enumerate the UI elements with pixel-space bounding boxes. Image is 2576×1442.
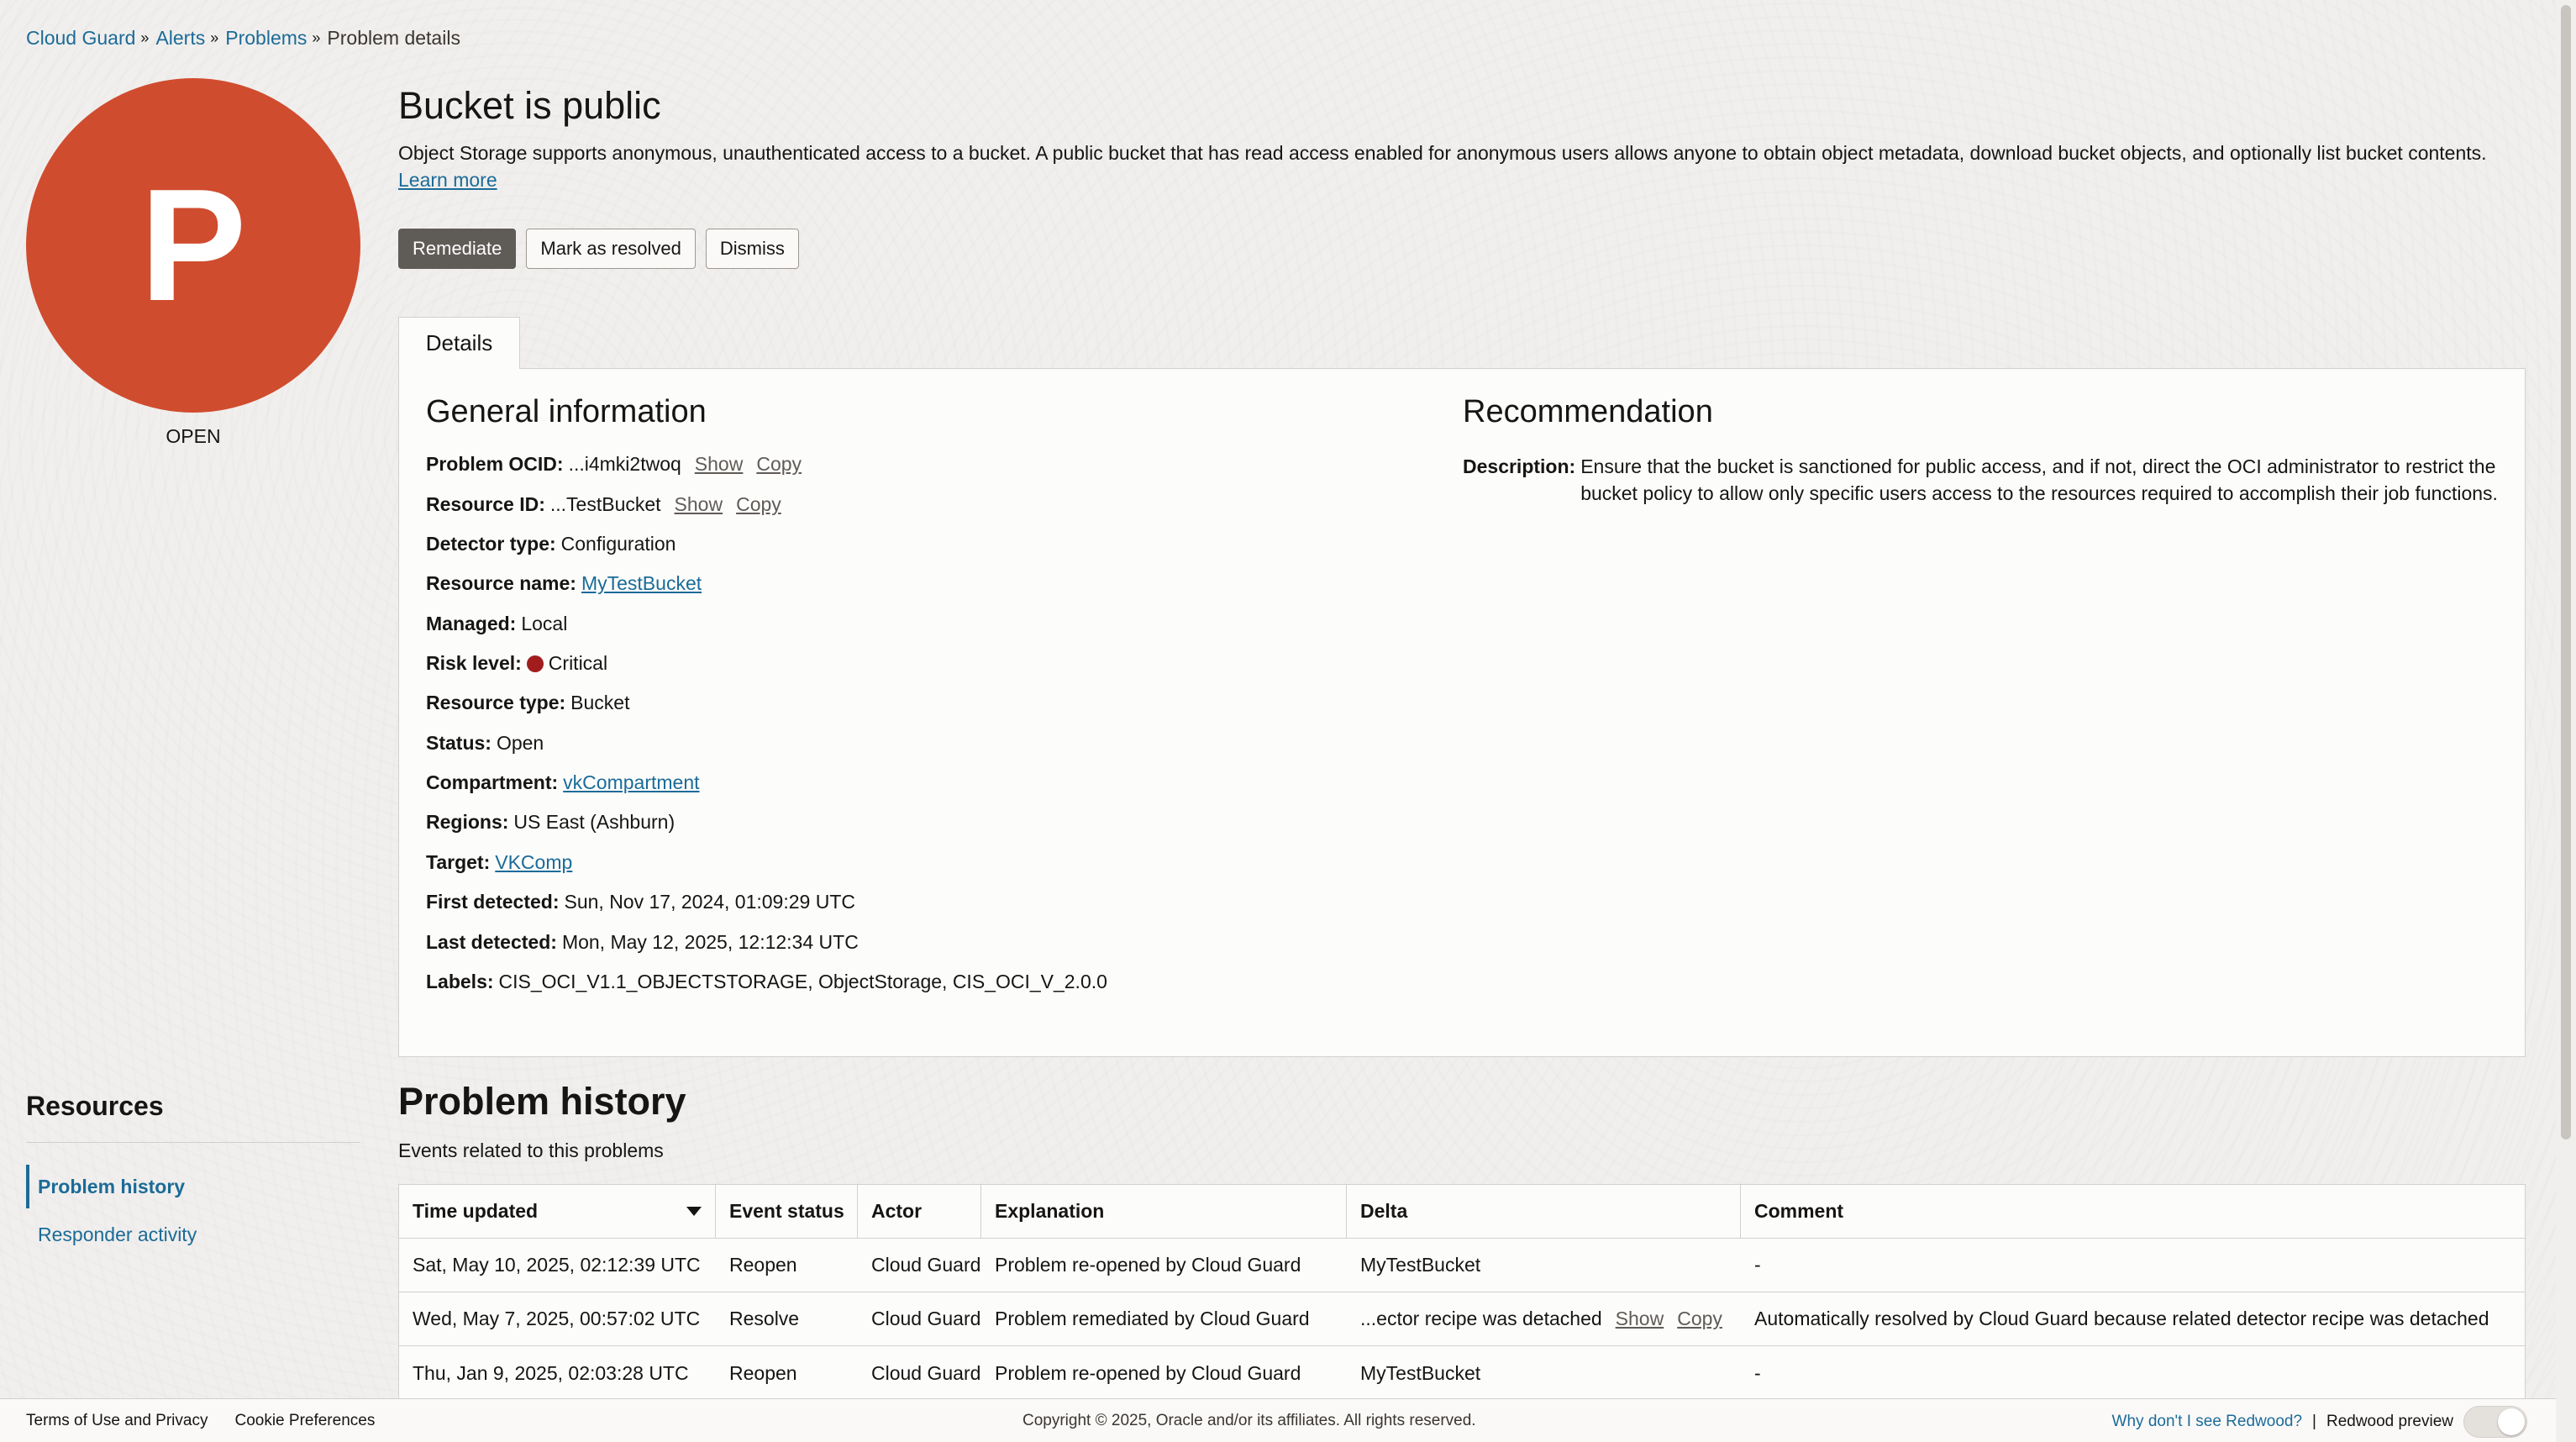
copy-ocid-button[interactable]: Copy [756, 453, 802, 475]
cell-delta [1347, 1292, 1741, 1345]
cell-explanation: Problem remediated by Cloud Guard [995, 1308, 1310, 1329]
cell-time: Sat, May 10, 2025, 02:12:39 UTC [413, 1254, 701, 1276]
breadcrumb-current: Problem details [327, 27, 460, 49]
risk-critical-icon [527, 655, 544, 672]
field-label: Resource ID: [426, 493, 545, 515]
column-header-comment: Comment [1754, 1200, 1844, 1222]
page-scrollbar[interactable] [2556, 0, 2576, 1442]
field-value: US East (Ashburn) [513, 811, 676, 833]
show-ocid-button[interactable]: Show [694, 453, 744, 475]
page-footer [0, 1398, 2556, 1442]
footer-divider: | [2312, 1413, 2316, 1430]
dismiss-button[interactable]: Dismiss [706, 229, 799, 269]
resources-title: Resources [26, 1091, 164, 1121]
cell-explanation: Problem re-opened by Cloud Guard [995, 1254, 1301, 1276]
mark-as-resolved-button[interactable]: Mark as resolved [526, 229, 696, 269]
redwood-controls [2112, 1406, 2527, 1438]
compartment-link[interactable]: vkCompartment [563, 771, 700, 793]
cell-time: Wed, May 7, 2025, 00:57:02 UTC [413, 1308, 701, 1329]
field-value: Bucket [570, 692, 630, 713]
field-label: Resource type: [426, 692, 566, 713]
breadcrumb-alerts[interactable]: Alerts [155, 27, 206, 49]
show-delta-button[interactable]: Show [1615, 1308, 1664, 1329]
field-status [426, 732, 544, 755]
column-header-time-updated[interactable] [399, 1185, 716, 1238]
copy-resource-id-button[interactable]: Copy [736, 493, 781, 515]
field-value: ...TestBucket [549, 493, 661, 515]
field-value: ...i4mki2twoq [568, 453, 681, 475]
field-label: Compartment: [426, 771, 559, 793]
action-toolbar [398, 229, 799, 269]
cell-actor: Cloud Guard [871, 1308, 981, 1329]
resources-divider [26, 1142, 360, 1143]
details-panel [398, 368, 2526, 1057]
page-title: Bucket is public [398, 84, 661, 127]
field-label: Risk level: [426, 652, 522, 674]
terms-of-use-link[interactable]: Terms of Use and Privacy [26, 1412, 208, 1429]
avatar-status: OPEN [166, 425, 221, 447]
why-no-redwood-link[interactable]: Why don't I see Redwood? [2111, 1413, 2303, 1430]
field-first-detected [426, 891, 855, 913]
column-header-actor: Actor [858, 1185, 981, 1238]
field-regions [426, 811, 675, 834]
cell-comment: Automatically resolved by Cloud Guard because related detector recipe was detached [1754, 1308, 2489, 1329]
table-row [399, 1346, 2525, 1400]
cell-actor: Cloud Guard [871, 1254, 981, 1276]
breadcrumb [26, 27, 460, 50]
copy-delta-button[interactable]: Copy [1677, 1308, 1722, 1329]
recommendation-value: Ensure that the bucket is sanctioned for public access, and if not, direct the OCI administrator to restrict the bucket policy to allow only specific users access to the resources required to accomplish their job functions. [1580, 455, 2498, 504]
field-label: Managed: [426, 613, 517, 634]
toggle-knob [2498, 1408, 2525, 1435]
problem-avatar [26, 78, 360, 413]
field-compartment [426, 771, 700, 794]
breadcrumb-separator: » [312, 29, 321, 46]
field-last-detected [426, 931, 859, 954]
cell-time: Thu, Jan 9, 2025, 02:03:28 UTC [413, 1361, 689, 1384]
cell-event-status: Reopen [729, 1361, 797, 1384]
problem-history-subtitle: Events related to this problems [398, 1139, 664, 1161]
field-risk-level [426, 652, 607, 675]
cookie-preferences-link[interactable]: Cookie Preferences [234, 1412, 376, 1429]
field-label: Problem OCID: [426, 453, 564, 475]
cell-explanation: Problem re-opened by Cloud Guard [995, 1361, 1301, 1384]
resource-name-link[interactable]: MyTestBucket [581, 572, 702, 594]
page-description [398, 139, 2516, 193]
cell-event-status: Resolve [729, 1308, 800, 1329]
footer-links [26, 1412, 375, 1430]
field-detector-type [426, 533, 676, 555]
breadcrumb-cloud-guard[interactable]: Cloud Guard [26, 27, 136, 49]
recommendation-description [1463, 453, 2505, 507]
general-information-title: General information [426, 394, 707, 429]
remediate-button[interactable]: Remediate [398, 229, 516, 269]
cell-comment: - [1754, 1254, 1761, 1276]
column-header-label: Time updated [413, 1200, 539, 1222]
sort-descending-icon[interactable] [686, 1207, 702, 1216]
recommendation-label: Description: [1463, 455, 1576, 477]
learn-more-link[interactable]: Learn more [398, 169, 497, 191]
table-header-row [399, 1185, 2525, 1239]
cell-actor: Cloud Guard [871, 1361, 981, 1384]
field-managed [426, 613, 567, 635]
tab-details[interactable]: Details [398, 317, 520, 369]
field-label: Detector type: [426, 533, 556, 555]
field-label: Labels: [426, 971, 494, 992]
column-header-explanation: Explanation [981, 1185, 1347, 1238]
problem-history-table [398, 1184, 2526, 1401]
field-label: First detected: [426, 891, 560, 913]
breadcrumb-separator: » [210, 29, 219, 46]
copyright-text: Copyright © 2025, Oracle and/or its affiliates. All rights reserved. [1023, 1412, 1476, 1429]
breadcrumb-separator: » [140, 29, 150, 46]
column-header-delta: Delta [1347, 1185, 1741, 1238]
field-value: Sun, Nov 17, 2024, 01:09:29 UTC [564, 891, 855, 913]
show-resource-id-button[interactable]: Show [674, 493, 723, 515]
field-label: Last detected: [426, 931, 557, 953]
redwood-preview-label: Redwood preview [2326, 1413, 2453, 1430]
field-problem-ocid [426, 453, 802, 476]
field-resource-id [426, 493, 781, 516]
field-label: Status: [426, 732, 492, 754]
field-value: Critical [548, 652, 608, 674]
field-resource-name [426, 572, 702, 595]
table-row [399, 1239, 2525, 1292]
problem-history-title: Problem history [398, 1080, 686, 1123]
cell-delta: MyTestBucket [1360, 1254, 1481, 1276]
field-value: Mon, May 12, 2025, 12:12:34 UTC [561, 931, 859, 953]
cell-event-status: Reopen [729, 1254, 797, 1276]
field-resource-type [426, 692, 630, 714]
breadcrumb-problems[interactable]: Problems [225, 27, 308, 49]
field-label: Target: [426, 851, 491, 873]
resources-item-problem-history[interactable]: Problem history [26, 1165, 360, 1208]
field-value: Local [521, 613, 568, 634]
field-value: CIS_OCI_V1.1_OBJECTSTORAGE, ObjectStorage, CIS_OCI_V_2.0.0 [498, 971, 1107, 992]
field-label: Resource name: [426, 572, 576, 594]
avatar-letter: P [139, 156, 247, 334]
redwood-preview-toggle[interactable] [2463, 1406, 2527, 1438]
column-header-event-status: Event status [716, 1185, 858, 1238]
field-target [426, 851, 572, 874]
field-label: Regions: [426, 811, 509, 833]
cell-comment: - [1754, 1361, 1761, 1384]
table-row [399, 1292, 2525, 1346]
field-labels [426, 971, 1107, 993]
target-link[interactable]: VKComp [495, 851, 573, 873]
field-value: Open [496, 732, 544, 754]
cell-delta-value: ...ector recipe was detached [1360, 1308, 1602, 1329]
scrollbar-thumb[interactable] [2561, 5, 2571, 1139]
field-value: Configuration [560, 533, 676, 555]
resources-item-responder-activity[interactable]: Responder activity [38, 1223, 197, 1245]
recommendation-title: Recommendation [1463, 394, 1713, 429]
cell-delta: MyTestBucket [1360, 1361, 1481, 1384]
page-description-text: Object Storage supports anonymous, unauthenticated access to a bucket. A public bucket that has read access enabled for anonymous users allows anyone to obtain object metadata, download bucket objects, and optionally list bucket contents. [398, 142, 2487, 164]
